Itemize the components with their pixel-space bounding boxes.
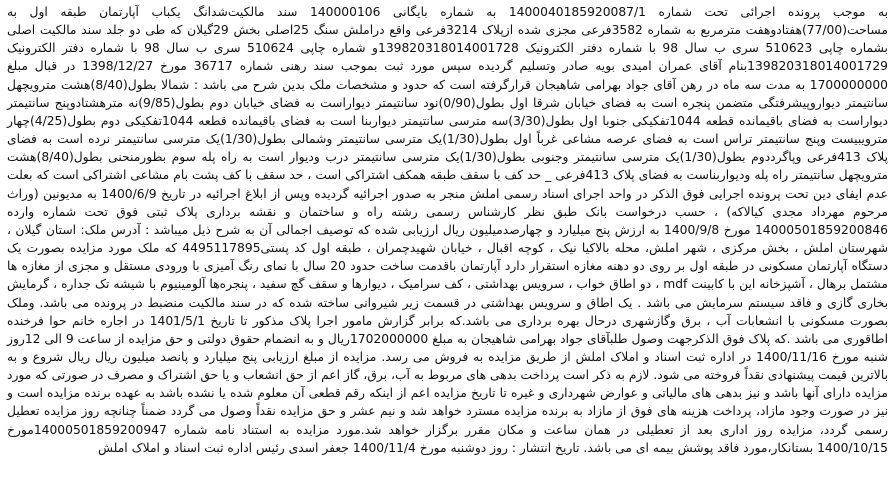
- notice-body-text: به موجب پرونده اجرائی تحت شماره 1400040185920087/1 به شماره بایگانی 140000106 سند مالکیت‌شدانگ یکباب آپارتمان طبقه اول به مساحت(77/00)هفتادوهفت مترمربع به شماره 3582فرعی مجزی شده ازپلاک 3214فرعی واقع دراملش سنگ 25اصلی بخش 29گیلان که طی دو جلد سند مالکیت اصلی بشماره چاپی 510623 سری ب سال 98 با شماره دفتر الکترونیک 139820318014001728و شماره چاپی 510624 سری ب سال 98 با شماره دفتر الکترونیک 139820318014001729بنام آقای عمران امیدی بویه صادر وتسلیم گردیده سپس مورد ثبت بموجب سند رهنی شماره 36717 مورخ 1398/12/27 در قبال مبلغ 1700000000 به مدت سه ماه در رهن آقای جواد بهرامی شاهیجان قرارگرفته است که حدود و مشخصات ملک بدین شرح می باشد : شمالا بطول(8/40)هشت مترویچهل سانتیمتر دیواروپیشرفتگی متضمن پنجره است به فضای خیابان شرقا اول بطول(0/90)نود سانتیمتر دیواراست به فضای خیابان دوم بطول(9/85)نه مترهشتادوپنج سانتیمتر دیواراست به فضای باقیمانده قطعه 1044تفکیکی جنوبا اول بطول(3/30)سه مترسی سانتیمتر دیواربنا است به فضای باقیمانده قطعه 1044تفکیکی دوم بطول(4/25)چهار مترویبیست وپنج سانتیمتر تراس است به فضای عرصه مشاعی غرباً اول بطول(1/30)یک مترسی سانتیمتر وشمالی بطول(1/30)یک مترسی سانتیمتر نرده است به فضای پلاک 413فرعی وپاگرددوم بطول(1/30)یک مترسی سانتیمتر وجنوبی بطول(1/30)یک مترسی سانتیمتر درب ودیوار است به راه پله سوم بطورمنحنی بطول(8/40)هشت مترویچهل سانتیمتر راه پله ودیواربناست به فضای پلاک 413فرعی _ حد کف با سقف طبقه همکف اشتراکی است ، حد سقف با کف پشت بام مشاعی اشتراکی است که بعلت عدم ایفای دین تحت پرونده اجرایی فوق الذکر در واحد اجرای اسناد رسمی املش منجر به صدور اجرائیه گردیده وپس از ابلاغ اجرائیه در تاریخ 1400/6/9 به مدیونین (وراث مرحوم مهرداد مجدی کیالاکه) ، حسب درخواست بانک طبق نظر کارشناس رسمی رشته راه و ساختمان و نقشه برداری پلاک ثبتی فوق تحت شماره وارده 14000501859200846 مورخ 1400/9/8 به ارزش پنج میلیارد و چهارصدمیلیون ریال ارزیابی شده که توصیف اجمالی آن به شرح ذیل میباشد : آدرس ملک: استان گیلان ، شهرستان املش ، بخش مرکزی ، شهر املش، محله بالاکیا نیک ، کوچه اقبال ، خیابان شهیدچمران ، طبقه اول کد پستی4495117895 که ملک مورد مزایده بصورت یک دستگاه آپارتمان مسکونی در طبقه اول بر روی دو دهنه مغازه استقرار دارد آپارتمان باقدمت ساخت حدود 20 سال با نمای رنگ آمیزی با ورودی مستقل و مجزی از مغازه ها مشتمل برهال ، آشپزخانه این با کابینت mdf ، دو اطاق خواب ، سرویس بهداشتی ، کف سرامیک ، دیوارها و سقف گچ سفید ، پنجره‌ها آلومینیوم با شیشه تک جداره ، گرمایش بخاری گازی و فاقد سیستم سرمایش می باشد . یک اطاق و سرویس بهداشتی در قسمت زیر شیروانی ساخته شده که در سند مالکیت منضبط در پرونده می باشد. وملک بصورت مسکونی با انشعابات آب ، برق وگازشهری درحال بهره برداری می باشد.که برابر گزارش مامور اجرا پلاک مذکور تا تاریخ 1401/5/1 در اجاره خانم حوا فرخنده اطاقوری می باشد .که پلاک فوق الذکرجهت وصول طلبآقای جواد بهرامی شاهیجان به مبلغ 1702000000ریال و به انضمام حقوق دولتی و حق مزایده از ساعت 9 الی 12روز شنبه مورخ 1400/11/16 در اداره ثبت اسناد و املاک املش از طریق مزایده به فروش می رسد. مزایده از مبلغ ارزیابی پنج میلیارد و پانصد میلیون ریال ریال شروع و به بالاترین قیمت پیشنهادی نقداً فروخته می شود. لازم به ذکر است پرداخت بدهی های مربوط به آب، برق، گاز اعم از حق انشعاب و یا حق اشتراک و مصرف در صورتی که مورد مزایده دارای آنها باشد و نیز بدهی های مالیاتی و عوارض شهرداری و غیره تا تاریخ مزایده اعم از اینکه رقم قطعی آن معلوم شده یا نشده باشد به عهده برنده مزایده است و نیز در صورت وجود مازاد، پرداخت هزینه های فوق از مازاد به برنده مزایده مسترد خواهد شد و نیم عشر و حق مزایده نقداً وصول می گردد ضمناً چنانچه روز مزایده تعطیل رسمی گردد، مزایده روز اداری بعد از تعطیلی در همان ساعت و مکان مقرر برگزار خواهد شد.مورد مزایده به استناد نامه شماره 14000501859200947مورخ 1400/10/15 بستانکار،مورد فاقد پوشش بیمه ای می باشد. تاریخ انتشار : روز دوشنبه مورخ 1400/11/4 جعفر اسدی رئیس اداره ثبت اسناد و املاک املش: [7, 5, 889, 455]
